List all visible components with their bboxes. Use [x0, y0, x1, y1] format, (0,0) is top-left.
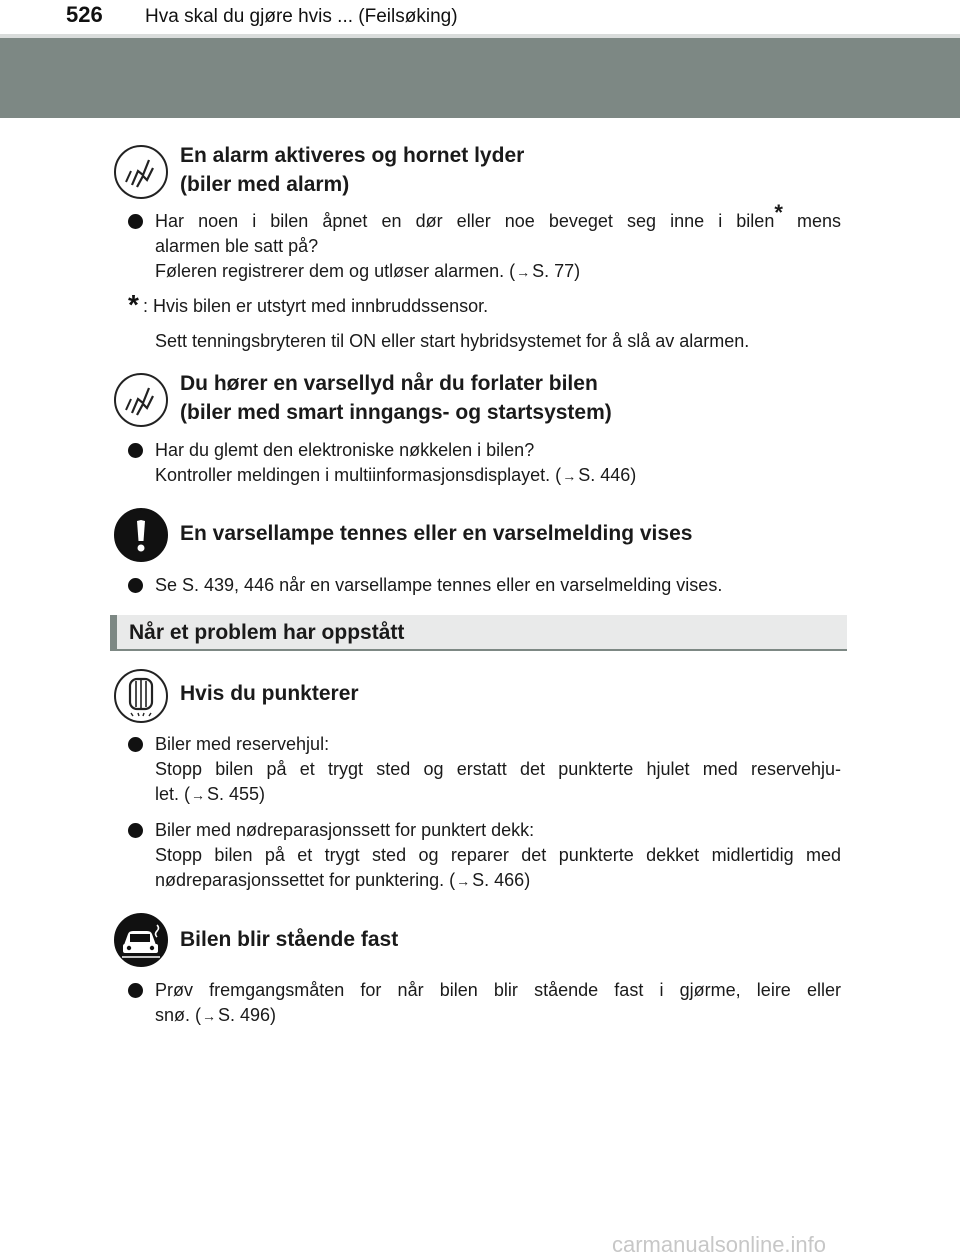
section-header	[110, 615, 847, 651]
warning-light-heading: En varsellampe tennes eller en varselmelding vises	[180, 522, 693, 545]
leaving-line1: Har du glemt den elektroniske nøkkelen i bilen?	[155, 440, 535, 460]
footnote-star: *	[128, 289, 139, 320]
alarm-question-line1	[155, 200, 841, 234]
warning-light-text	[155, 573, 841, 598]
flat-tire-kit-line3-text: nødreparasjonssettet for punktering. (	[155, 870, 456, 890]
alarm-question-text: Har noen i bilen åpnet en dør eller noe beveget seg inne i bilen	[155, 211, 775, 231]
bullet-dot	[128, 214, 143, 229]
running-title: Hva skal du gjøre hvis ... (Feilsøking)	[145, 6, 458, 27]
flat-tire-kit	[155, 818, 841, 894]
watermark: carmanualsonline.info	[612, 1232, 827, 1257]
stuck-line1: Prøv fremgangsmåten for når bilen blir stående fast i gjørme, leire eller	[155, 980, 841, 1000]
bullet-dot	[128, 578, 143, 593]
alarm-heading-line1: En alarm aktiveres og hornet lyder	[180, 144, 525, 167]
flat-tire-spare-line3-text: let. (	[155, 784, 191, 804]
leaving-heading-line1: Du hører en varsellyd når du forlater bilen	[180, 372, 598, 395]
footnote-text: : Hvis bilen er utstyrt med innbruddssensor.	[143, 296, 489, 316]
alarm-question-line3	[155, 259, 841, 285]
leaving-line2	[155, 463, 841, 489]
leaving-heading	[180, 369, 612, 427]
alarm-heading	[180, 141, 524, 199]
flat-tire-spare-line1: Biler med reservehjul:	[155, 734, 330, 754]
page-header	[0, 0, 960, 34]
page-reference-link[interactable]: S. 466)	[472, 870, 531, 890]
bullet-dot	[128, 983, 143, 998]
page-reference-link[interactable]: S. 77)	[532, 261, 581, 281]
stuck-heading: Bilen blir stående fast	[180, 928, 399, 951]
stuck-text	[155, 978, 841, 1029]
bullet-dot	[128, 737, 143, 752]
arrow-icon: →	[516, 264, 531, 280]
section-title: Når et problem har oppstått	[129, 621, 405, 644]
alarm-question-text-end: mens	[796, 211, 841, 231]
page-reference-link[interactable]: S. 446)	[578, 465, 637, 485]
stuck-line2	[155, 1003, 841, 1029]
header-band	[0, 38, 960, 118]
arrow-icon: →	[202, 1008, 217, 1024]
alarm-note-line: Sett tenningsbryteren til ON eller start hybridsystemet for å slå av alarmen.	[155, 331, 750, 351]
flat-tire-kit-line3	[155, 868, 841, 894]
flat-tire-kit-line1: Biler med nødreparasjonssett for punktert dekk:	[155, 820, 535, 840]
bullet-dot	[128, 823, 143, 838]
tire-icon	[114, 669, 168, 723]
alarm-heading-line2: (biler med alarm)	[180, 173, 350, 196]
flat-tire-kit-line2: Stopp bilen på et trygt sted og reparer det punkterte dekket midlertidig med	[155, 845, 841, 865]
exclamation-icon	[114, 508, 168, 562]
stuck-line2-text: snø. (	[155, 1005, 202, 1025]
alarm-answer-text: Føleren registrerer dem og utløser alarmen. (	[155, 261, 516, 281]
alarm-question-line2: alarmen ble satt på?	[155, 236, 319, 256]
leaving-line2-text: Kontroller meldingen i multiinformasjonsdisplayet. (	[155, 465, 562, 485]
flat-tire-spare-line2: Stopp bilen på et trygt sted og erstatt det punkterte hjulet med reservehju-	[155, 759, 841, 779]
alarm-note	[155, 329, 841, 354]
footnote-marker: *	[774, 200, 783, 225]
page-number: 526	[66, 2, 103, 27]
page-reference-link[interactable]: S. 455)	[207, 784, 266, 804]
arrow-icon: →	[456, 873, 471, 889]
page-reference-link[interactable]: S. 496)	[218, 1005, 277, 1025]
warning-signal-icon	[114, 373, 168, 427]
arrow-icon: →	[562, 468, 577, 484]
arrow-icon: →	[191, 787, 206, 803]
bullet-dot	[128, 443, 143, 458]
flat-tire-heading: Hvis du punkterer	[180, 682, 359, 705]
warning-signal-icon	[114, 145, 168, 199]
stuck-car-icon	[114, 913, 168, 967]
flat-tire-spare-line3	[155, 782, 841, 808]
leaving-heading-line2: (biler med smart inngangs- og startsystem)	[180, 401, 612, 424]
alarm-question	[155, 200, 841, 285]
leaving-text	[155, 438, 841, 489]
warning-light-line1: Se S. 439, 446 når en varsellampe tennes eller en varselmelding vises.	[155, 575, 723, 595]
flat-tire-spare	[155, 732, 841, 808]
